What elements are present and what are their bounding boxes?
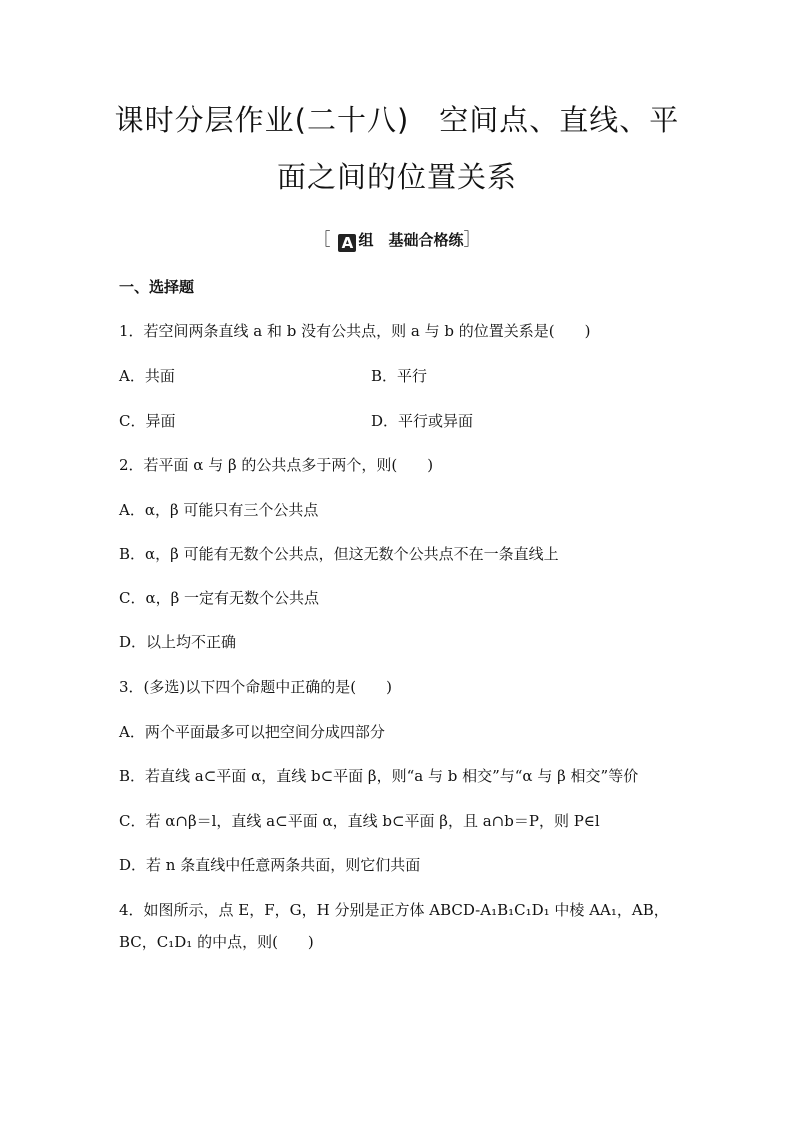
q1-stem: 1．若空间两条直线 a 和 b 没有公共点，则 a 与 b 的位置关系是( ) (119, 322, 591, 340)
q4-stem-line2: BC，C₁D₁ 的中点，则( ) (119, 933, 314, 951)
q3-option-d: D．若 n 条直线中任意两条共面，则它们共面 (119, 856, 421, 874)
q2-stem: 2．若平面 α 与 β 的公共点多于两个，则( ) (119, 456, 434, 474)
q1-option-c: C．异面 (119, 412, 176, 430)
group-label: 组 基础合格练 (358, 231, 464, 249)
group-bracket-close: ］ (463, 230, 481, 250)
q1-option-a: A．共面 (119, 367, 175, 385)
group-bracket-open: ［ (313, 230, 331, 250)
page-title-line2: 面之间的位置关系 (276, 160, 517, 194)
group-heading (0, 225, 794, 252)
q3-stem: 3．(多选)以下四个命题中正确的是( ) (119, 678, 392, 696)
q2-option-a: A．α，β 可能只有三个公共点 (119, 501, 319, 519)
q3-option-a: A．两个平面最多可以把空间分成四部分 (119, 723, 385, 741)
q1-option-b: B．平行 (371, 367, 428, 385)
section-heading: 一、选择题 (119, 278, 195, 296)
q3-option-b: B．若直线 a⊂平面 α，直线 b⊂平面 β，则“a 与 b 相交”与“α 与 β 相交”等价 (119, 767, 639, 785)
q1-option-d: D．平行或异面 (371, 412, 474, 430)
q4-stem-line1: 4．如图所示，点 E，F，G，H 分别是正方体 ABCD-A₁B₁C₁D₁ 中棱 AA₁，AB， (119, 901, 669, 919)
page-title-line1: 课时分层作业(二十八) 空间点、直线、平 (114, 103, 680, 137)
q2-option-b: B．α，β 可能有无数个公共点，但这无数个公共点不在一条直线上 (119, 545, 559, 563)
q2-option-d: D．以上均不正确 (119, 633, 237, 651)
group-badge: A (338, 234, 356, 252)
q2-option-c: C．α，β 一定有无数个公共点 (119, 589, 320, 607)
q3-option-c: C．若 α∩β＝l，直线 a⊂平面 α，直线 b⊂平面 β，且 a∩b＝P，则 P∈l (119, 812, 600, 830)
